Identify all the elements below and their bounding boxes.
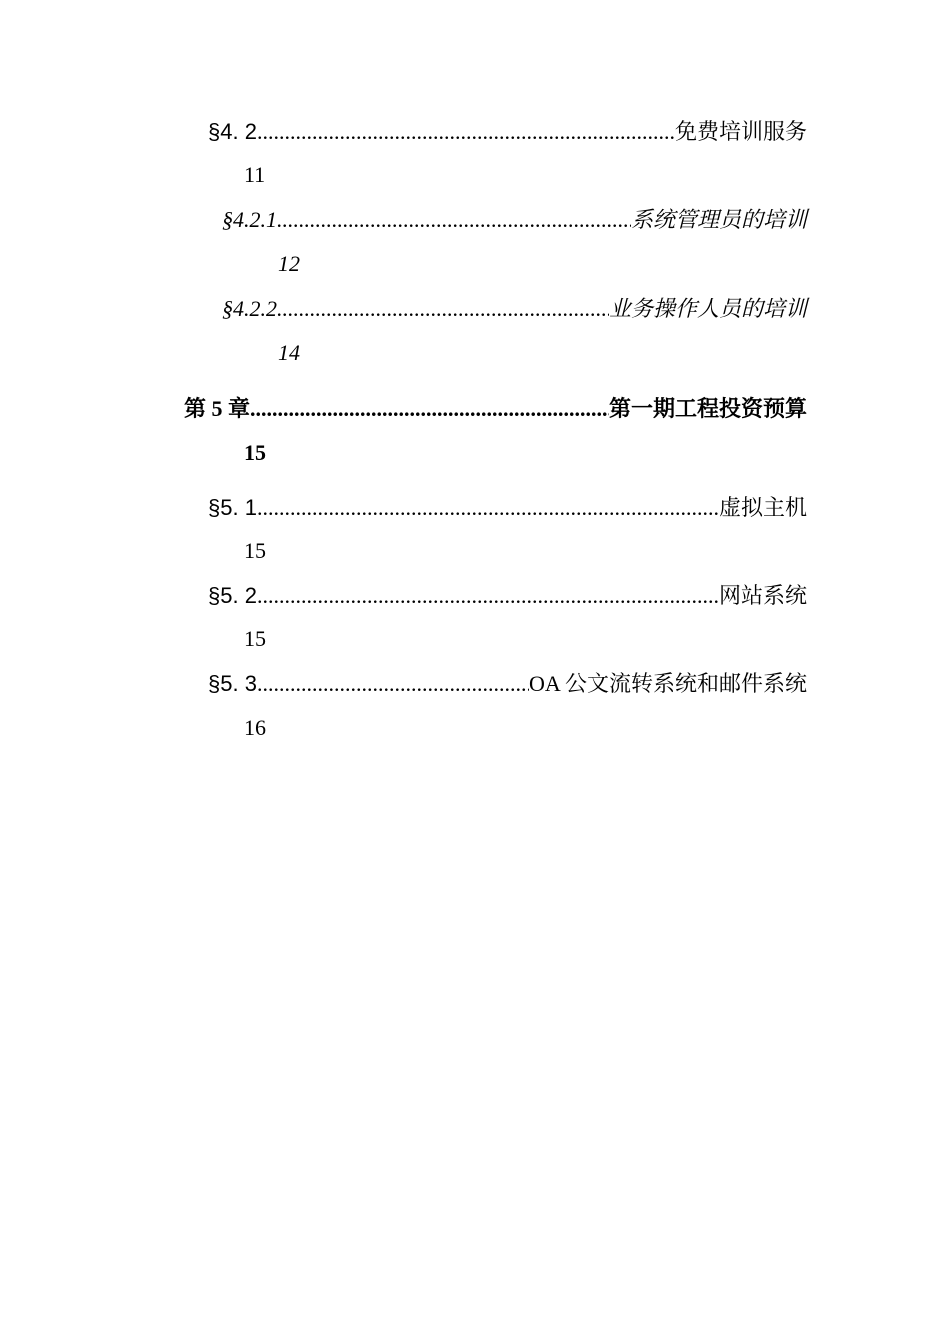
toc-leader-dots xyxy=(250,394,609,424)
toc-entry-4-2[interactable] xyxy=(208,117,807,147)
toc-page-number: 15 xyxy=(244,538,266,563)
toc-leader-dots xyxy=(277,205,631,235)
toc-entry-number: §4.2.2 xyxy=(222,296,277,321)
toc-entry-title: 虚拟主机 xyxy=(718,495,807,520)
toc-entry-title: 系统管理员的培训 xyxy=(630,207,807,232)
toc-entry-number: §4. 2 xyxy=(208,119,257,144)
toc-entry-number: 第 5 章 xyxy=(184,396,251,421)
toc-leader-dots xyxy=(257,581,719,611)
toc-entry-number: §5. 1 xyxy=(208,495,257,520)
toc-entry-title: 第一期工程投资预算 xyxy=(608,396,807,421)
toc-leader-dots xyxy=(257,117,675,147)
toc-entry-chapter-5[interactable] xyxy=(184,394,807,424)
toc-leader-dots xyxy=(257,669,529,699)
toc-entry-title: OA 公文流转系统和邮件系统 xyxy=(528,671,807,696)
toc-entry-4-2-2[interactable] xyxy=(222,294,807,324)
toc-entry-5-2[interactable] xyxy=(208,581,807,611)
toc-page-number: 12 xyxy=(278,251,300,276)
toc-page-number: 11 xyxy=(244,162,266,187)
toc-entry-5-3[interactable] xyxy=(208,669,807,699)
toc-entry-4-2-1[interactable] xyxy=(222,205,807,235)
toc-leader-dots xyxy=(257,493,719,523)
toc-entry-title: 业务操作人员的培训 xyxy=(608,296,807,321)
toc-page-number: 15 xyxy=(244,626,266,651)
toc-leader-dots xyxy=(277,294,609,324)
toc-page-number: 16 xyxy=(244,715,266,740)
toc-entry-title: 免费培训服务 xyxy=(674,119,807,144)
toc-page-number: 14 xyxy=(278,340,300,365)
toc-entry-title: 网站系统 xyxy=(718,583,807,608)
toc-entry-number: §4.2.1 xyxy=(222,207,277,232)
toc-entry-number: §5. 3 xyxy=(208,671,257,696)
toc-entry-5-1[interactable] xyxy=(208,493,807,523)
toc-page-number: 15 xyxy=(244,440,266,465)
toc-entry-number: §5. 2 xyxy=(208,583,257,608)
